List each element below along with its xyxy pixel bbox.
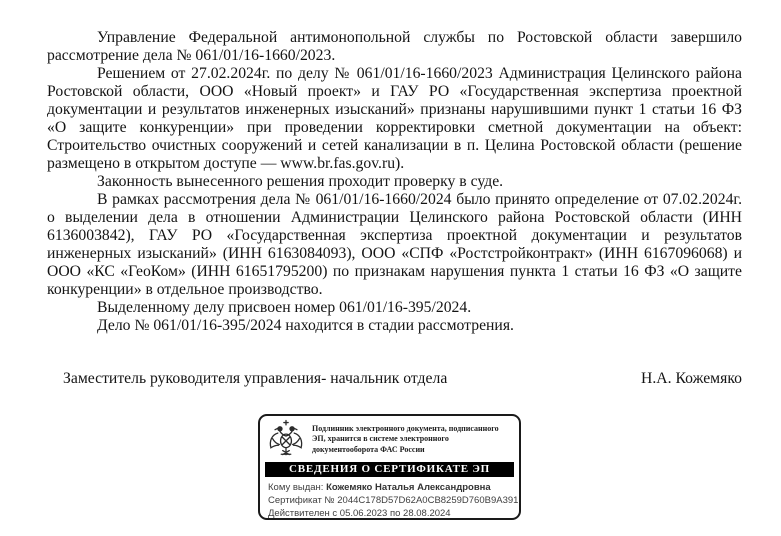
signature-position: Заместитель руководителя управления- начальник отдела [63,370,448,387]
paragraph-court-review: Законность вынесенного решения проходит проверку в суде. [97,173,504,190]
certificate-banner: СВЕДЕНИЯ О СЕРТИФИКАТЕ ЭП [265,462,514,477]
paragraph-separated-case: В рамках рассмотрения дела № 061/01/16-1660/2024 было принято определение от 07.02.2024г. о выделении дела в отношении Администрации Целинского района Ростовской области (ИНН 6136003842), ГАУ РО «Государственная экспертиза проектной документации и результатов инженерных изысканий» (ИНН 6163084093), ООО «СПФ «Ростстройконтракт» (ИНН 6167096068) и ООО «КС «ГеоКом» (ИНН 61651795200) по признакам нарушения пункта 1 статьи 16 ФЗ «О защите конкуренции» в отдельное производство. [47,191,742,298]
stamp-header-text: Подлинник электронного документа, подписанного ЭП, хранится в системе электронного документооборота ФАС России [312,423,499,454]
document-body [47,29,742,388]
issued-to-name: Кожемяко Наталья Александровна [326,482,491,493]
paragraph-case-status: Дело № 061/01/16-395/2024 находится в стадии рассмотрения. [97,317,514,334]
double-headed-eagle-icon [267,419,305,461]
validity-line: Действителен с 05.06.2023 по 28.08.2024 [268,508,451,519]
esign-certificate-stamp [258,414,521,520]
stamp-header-row [260,416,519,461]
signature-name: Н.А. Кожемяко [641,370,742,387]
issued-to-line [268,481,513,494]
certificate-details [260,477,519,520]
paragraph-new-case-number: Выделенному делу присвоен номер 061/01/16-395/2024. [97,299,472,316]
issued-to-label: Кому выдан: [268,482,324,493]
paragraph-case-closed: Управление Федеральной антимонопольной службы по Ростовской области завершило рассмотрение дела № 061/01/16-1660/2023. [47,29,742,64]
paragraph-decision: Решением от 27.02.2024г. по делу № 061/01/16-1660/2023 Администрация Целинского района Ростовской области, ООО «Новый проект» и ГАУ РО «Государственная экспертиза проектной документации и результатов инженерных изысканий» признаны нарушившими пункт 1 статьи 16 ФЗ «О защите конкуренции» при проведении корректировки сметной документации на объект: Строительство очистных сооружений и сетей канализации в п. Целина Ростовской области (решение размещено в открытом доступе — www.br.fas.gov.ru). [47,65,742,172]
signature-line [47,370,742,388]
certificate-number-line: Сертификат № 2044C178D57D62A0CB8259D760B9A391 [268,495,519,506]
